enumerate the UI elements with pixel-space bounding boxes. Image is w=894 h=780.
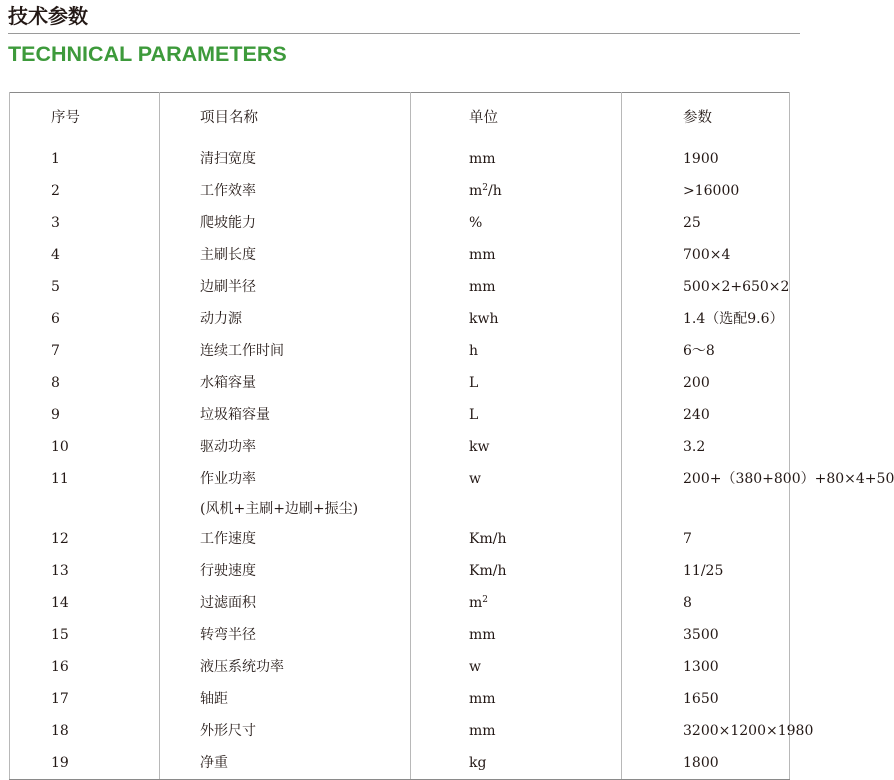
row-number: 12 [10,523,160,555]
item-unit: mm [411,683,622,715]
table-row [10,715,790,747]
item-value: 700×4 [622,239,790,271]
unit-superscript: 2 [482,183,489,193]
item-unit: mm [411,271,622,303]
item-name-line2: (风机+主刷+边刷+振尘) [200,501,359,517]
item-name: 驱动功率 [160,431,411,463]
item-name: 动力源 [160,303,411,335]
item-value: 500×2+650×2 [622,271,790,303]
item-name: 液压系统功率 [160,651,411,683]
table-row [10,747,790,780]
column-header-unit: 单位 [411,93,622,144]
table-row [10,271,790,303]
item-unit: % [411,207,622,239]
technical-parameters-table [9,92,894,780]
item-unit [411,587,622,619]
item-unit: mm [411,619,622,651]
row-number: 9 [10,399,160,431]
row-number: 7 [10,335,160,367]
row-number: 14 [10,587,160,619]
item-unit: L [411,367,622,399]
row-number: 17 [10,683,160,715]
row-number: 4 [10,239,160,271]
table-row [10,587,790,619]
item-value: 3200×1200×1980 [622,715,790,747]
item-unit: kwh [411,303,622,335]
item-name: 工作效率 [160,175,411,207]
unit-base: m [469,595,483,611]
table-row [10,619,790,651]
row-number: 16 [10,651,160,683]
item-unit: L [411,399,622,431]
item-name: 主刷长度 [160,239,411,271]
row-number: 3 [10,207,160,239]
table-row [10,175,790,207]
table-row [10,399,790,431]
row-number: 18 [10,715,160,747]
column-header-no: 序号 [10,93,160,144]
table-row [10,555,790,587]
item-value: 240 [622,399,790,431]
table-row [10,683,790,715]
row-number: 6 [10,303,160,335]
item-value: 1650 [622,683,790,715]
item-value: 1.4（选配9.6） [622,303,790,335]
unit-base: m [469,183,483,199]
row-number: 2 [10,175,160,207]
item-unit: h [411,335,622,367]
item-name: 净重 [160,747,411,780]
item-name-line1: 作业功率 [200,471,256,487]
unit-tail: /h [488,183,502,199]
column-header-value: 参数 [622,93,790,144]
item-unit: Km/h [411,523,622,555]
item-value: 1300 [622,651,790,683]
row-number: 8 [10,367,160,399]
item-name: 工作速度 [160,523,411,555]
item-unit: mm [411,143,622,175]
row-number: 10 [10,431,160,463]
item-name: 垃圾箱容量 [160,399,411,431]
item-value: 7 [622,523,790,555]
title-divider [8,33,800,34]
item-value: 3500 [622,619,790,651]
page-title-cn: 技术参数 [8,4,88,28]
row-number: 15 [10,619,160,651]
row-number: 11 [10,463,160,523]
item-unit: kw [411,431,622,463]
item-name: 水箱容量 [160,367,411,399]
item-unit [411,175,622,207]
table-row [10,143,790,175]
item-unit: kg [411,747,622,780]
item-value: >16000 [622,175,790,207]
item-name: 行驶速度 [160,555,411,587]
item-value: 25 [622,207,790,239]
item-name: 爬坡能力 [160,207,411,239]
item-unit: Km/h [411,555,622,587]
item-unit: w [411,651,622,683]
item-name: 外形尺寸 [160,715,411,747]
item-unit: mm [411,239,622,271]
item-value: 200+（380+800）+80×4+50 [622,463,790,523]
row-number: 13 [10,555,160,587]
column-header-item-name: 项目名称 [160,93,411,144]
table-row [10,463,790,523]
item-value: 1800 [622,747,790,780]
row-number: 5 [10,271,160,303]
table-row [10,303,790,335]
item-value: 3.2 [622,431,790,463]
item-value: 200 [622,367,790,399]
item-value: 1900 [622,143,790,175]
table-row [10,523,790,555]
item-value: 11/25 [622,555,790,587]
item-name: 清扫宽度 [160,143,411,175]
item-name: 转弯半径 [160,619,411,651]
item-value: 8 [622,587,790,619]
item-name [160,463,411,523]
page-title-en: TECHNICAL PARAMETERS [8,42,287,66]
unit-superscript: 2 [482,595,489,605]
item-value: 6～8 [622,335,790,367]
table-row [10,207,790,239]
row-number: 19 [10,747,160,780]
table-row [10,335,790,367]
table-header-row [10,93,790,144]
item-name: 过滤面积 [160,587,411,619]
item-unit: mm [411,715,622,747]
item-name: 边刷半径 [160,271,411,303]
item-name: 连续工作时间 [160,335,411,367]
table-row [10,367,790,399]
table-row [10,431,790,463]
item-name: 轴距 [160,683,411,715]
table-row [10,239,790,271]
row-number: 1 [10,143,160,175]
table-row [10,651,790,683]
item-unit: w [411,463,622,523]
